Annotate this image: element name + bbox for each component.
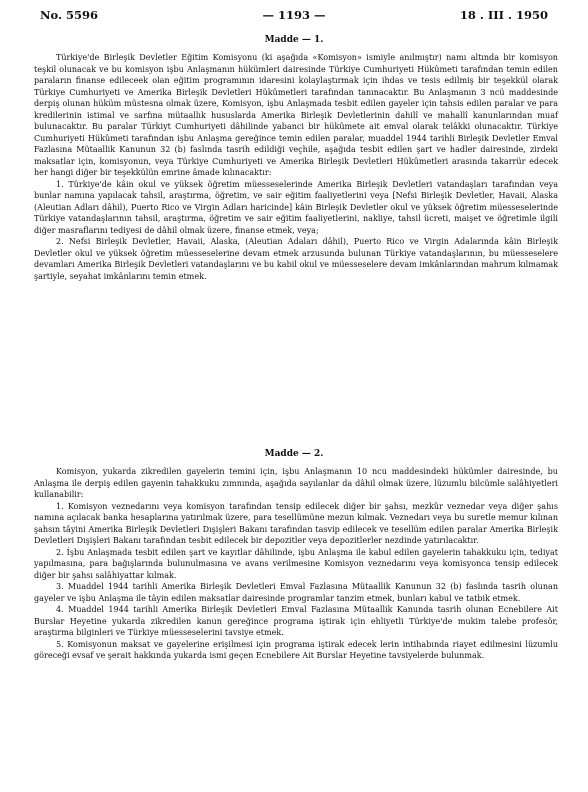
page-header [40,10,548,26]
page-number: — 1193 — [262,8,326,22]
article-1-item-2: 2. Nefsi Birleşik Devletler, Havaii, Alaska, (Aleutian Adaları dâhil), Puerto Rico ve Virgin Adalarında kâin Birleşik Devletler okul ve yüksek öğretim müesseselerine devam etmek arzusunda bulunan Türkiye vatandaşlarının, bu müesseselere devamları Amerika Birleşik Devletleri vatandaşlarını ve bu kabil okul ve müesseselere devam imkânlarından mahrum kılmamak şartiyle, seyahat imkânlarını temin etmek. [34,237,558,281]
article-2-item-2: 2. İşbu Anlaşmada tesbit edilen şart ve kayıtlar dâhilinde, işbu Anlaşma ile kabul edilen gayelerin tahakkuku için, tediyat yapılmasına, para bağışlarında bulunulmasına ve avans verilmesine Komisyon veznedarını veya komisyonca tensip edilecek diğer bir şahsı salâhiyattar kılmak. [34,547,558,580]
article-2-item-1: 1. Komisyon veznedarını veya komisyon tarafından tensip edilecek diğer bir şahsı, mezkûr veznedar veya diğer şahıs namına açılacak banka hesaplarına yatırılmak üzere, para tesellümüne mezun kılmak. Veznedarı veya bu suretle memur kılınan şahsın tâyini Amerika Birleşik Devletleri Dışişleri Bakanı tarafından tasvip edilecek ve tesellüm edilen paralar Amerika Birleşik Devletleri Dışişleri Bakanı tarafından tesbit edilecek bir depozitler veya depozitlerler nezdinde yatırılacaktır. [34,501,558,545]
issue-date: 18 . III . 1950 [459,8,548,22]
article-1-heading: Madde — 1. [264,35,324,45]
article-1-intro: Türkiye'de Birleşik Devletler Eğitim Komisyonu (ki aşağıda «Komisyon» ismiyle anılmıştır) namı altında bir komisyon teşkil olunacak ve bu komisyon işbu Anlaşmanın hükümleri dairesinde Türkiye Cumhuriyeti Hükûmeti tarafından temin edilen paraların finanse edileceek olan eğitim programının idaresini kolaylaştırmak için ihdas ve tesis edilmiş bir teşekkül olarak Türkiye Cumhuriyeti ve Amerika Birleşik Devletleri Hükûmetleri tarafından tanınacaktır. Bu Anlaşmanın 3 ncü maddesinde derpiş olunan hüküm müstesna olmak üzere, Komisyon, işbu Anlaşmada tesbit edilen gayeler için tahsis edilen paralar ve para kredilerinin istimal ve sarfına mütaallık hususlarda Amerika Birleşik Devletlerinin dahilî ve mahallî kanunlarından muaf bulunacaktır. Bu paralar Türkiyt Cumhuriyeti dâhilinde yabanci bir hükûmete ait emval olarak telâkki olunacaktır. Türkiye Cumhuriyeti Hükûmeti tarafından işbu Anlaşma gereğince temin edilen paralar, muaddel 1944 tarihli Birleşik Devletler Emval Fazlasına Mütaallik Kanunun 32 (b) faslında tasrih edildiği veçhile, aşağıda tesbit edilen şart ve hadler dairesinde, zirdeki maksatlar için, komisyonun, veya Türkiye Cumhuriyeti ve Amerika Birleşik Devletleri Hükûmetleri arasında takarrür edecek her hangi diğer bir teşekkülün emrine âmade kılınacaktır: [34,53,558,177]
article-2-item-4: 4. Muaddel 1944 tarihli Amerika Birleşik Devletleri Emval Fazlasına Mütaallik Kanunda tasrih olunan Ecnebilere Ait Burslar Heyetine yukarda zikredilen kanun gereğince programa iştirak için ehliyetli Türkiye'de mukim talebe profesör, araştırma bilginleri ve Türkiye müesseselerini tavsiye etmek. [34,605,558,637]
article-2-body [34,466,558,662]
issue-number: No. 5596 [40,8,98,22]
article-2-intro: Komisyon, yukarda zikredilen gayelerin temini için, işbu Anlaşmanın 10 ncu maddesindeki hükümler dairesinde, bu Anlaşma ile derpiş edilen gayenin tahakkuku zımnında, aşağıda sayılanlar da dâhil olmak üzere, lüzumlu bilcümle salâhiyetleri kullanabilir: [34,467,558,499]
article-1-item-1: 1. Türkiye'de kâin okul ve yüksek öğretim müesseselerinde Amerika Birleşik Devletleri vatandaşları tarafından veya bunlar namına yapılacak tahsil, araştırma, öğretim, ve sair eğitim faaliyetlerini veya [Nefsi Birleşik Devletler, Havaii, Alaska (Aleutian Adları dâhil), Puerto Rico ve Virgin Adları haricinde] kâin Birleşik Devletler okul ve yüksek öğretim müesseselerinde Türkiye vatandaşlarının tahsil, araştırma, öğretim ve sair eğitim faaliyetlerini, nakliye, tahsil ücreti, maişet ve öğretimle ilgili diğer masraflarını tediyesi de dâhil olmak üzere, finanse etmek, veya; [34,179,558,235]
article-2-item-5: 5. Komisyonun maksat ve gayelerine erişilmesi için programa iştirak edecek lerin intihabında riayet edilmesini lüzumlu göreceği evsaf ve şerait hakkında yukarda ismi geçen Ecnebilere Ait Burslar Heyetine tavsiyelerde bulunmak. [34,639,558,660]
article-2-item-3: 3. Muaddel 1944 tarihli Amerika Birleşik Devletleri Emval Fazlasına Mütaallik Kanunun 32 (b) faslında tasrih olunan gayeler ve işbu Anlaşma ile tâyin edilen maksatlar dairesinde programlar tanzim etmek, bunları kabul ve tatbik etmek. [34,582,558,603]
article-1-body [34,52,558,282]
article-2-heading: Madde — 2. [264,449,324,459]
